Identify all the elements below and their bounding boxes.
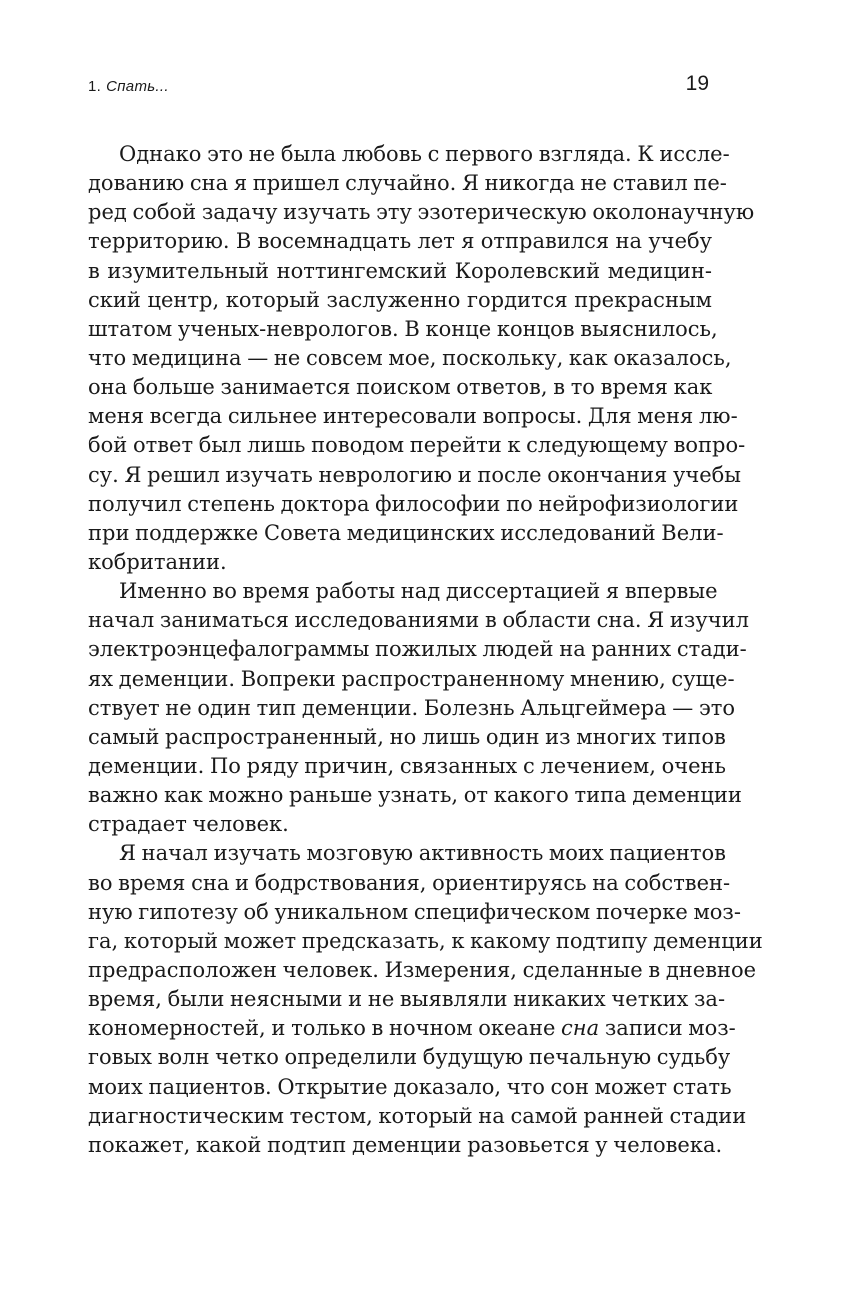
paragraph xyxy=(88,577,749,839)
chapter-label xyxy=(88,78,169,95)
text-line: ский центр, который заслуженно гордится прекрасным xyxy=(88,287,712,312)
text-line: страдает человек. xyxy=(88,812,289,837)
text-line: получил степень доктора философии по нейрофизиологии xyxy=(88,491,739,516)
paragraph xyxy=(88,839,763,1160)
text-line: меня всегда сильнее интересовали вопросы. Для меня лю- xyxy=(88,404,738,429)
text-line: важно как можно раньше узнать, от какого типа деменции xyxy=(88,783,742,808)
text-line: бой ответ был лишь поводом перейти к следующему вопро- xyxy=(88,433,746,458)
text-line: электроэнцефалограммы пожилых людей на ранних стади- xyxy=(88,637,747,662)
text-line: покажет, какой подтип деменции разовьется у человека. xyxy=(88,1132,723,1157)
paragraph xyxy=(88,140,755,577)
text-line: га, который может предсказать, к какому подтипу деменции xyxy=(88,928,763,953)
text-line: самый распространенный, но лишь один из многих типов xyxy=(88,724,726,749)
running-head xyxy=(88,72,712,100)
text-line: территорию. В восемнадцать лет я отправился на учебу xyxy=(88,229,712,254)
text-line: моих пациентов. Открытие доказало, что сон может стать xyxy=(88,1074,732,1099)
text-line: штатом ученых-неврологов. В конце концов выяснилось, xyxy=(88,316,718,341)
text-line: что медицина — не совсем мое, поскольку, как оказалось, xyxy=(88,345,732,370)
text-line: при поддержке Совета медицинских исследований Вели- xyxy=(88,520,724,545)
chapter-number: 1. xyxy=(88,78,102,95)
text-line: в изумительный ноттингемский Королевский медицин- xyxy=(88,258,712,283)
text-line: во время сна и бодрствования, ориентируясь на собствен- xyxy=(88,870,731,895)
text-line: начал заниматься исследованиями в области сна. Я изучил xyxy=(88,608,749,633)
body-text xyxy=(88,140,763,1160)
text-line: диагностическим тестом, который на самой ранней стадии xyxy=(88,1103,747,1128)
text-line: Однако это не была любовь с первого взгляда. К иссле- xyxy=(119,142,730,166)
page-number: 19 xyxy=(685,72,709,95)
text-line: кономерностей, и только в ночном океане сна записи моз- xyxy=(88,1016,736,1041)
text-line: ях деменции. Вопреки распространенному мнению, суще- xyxy=(88,666,735,691)
text-line: ную гипотезу об уникальном специфическом почерке моз- xyxy=(88,899,741,924)
text-line: су. Я решил изучать неврологию и после окончания учебы xyxy=(88,462,741,487)
text-line: она больше занимается поиском ответов, в то время как xyxy=(88,375,713,400)
text-line: ред собой задачу изучать эту эзотерическую околонаучную xyxy=(88,200,755,225)
emphasis: сна xyxy=(561,1016,600,1041)
text-line: предрасположен человек. Измерения, сделанные в дневное xyxy=(88,957,757,982)
text-line: кобритании. xyxy=(88,549,227,574)
text-line: Я начал изучать мозговую активность моих пациентов xyxy=(119,841,726,866)
text-line: деменции. По ряду причин, связанных с лечением, очень xyxy=(88,753,726,778)
text-line: дованию сна я пришел случайно. Я никогда не ставил пе- xyxy=(88,171,727,196)
text-line: говых волн четко определили будущую печальную судьбу xyxy=(88,1045,731,1070)
text-line: время, были неясными и не выявляли никаких четких за- xyxy=(88,987,726,1012)
text-line: ствует не один тип деменции. Болезнь Альцгеймера — это xyxy=(88,695,735,720)
chapter-title: Спать... xyxy=(106,78,169,95)
text-line: Именно во время работы над диссертацией я впервые xyxy=(119,579,718,604)
